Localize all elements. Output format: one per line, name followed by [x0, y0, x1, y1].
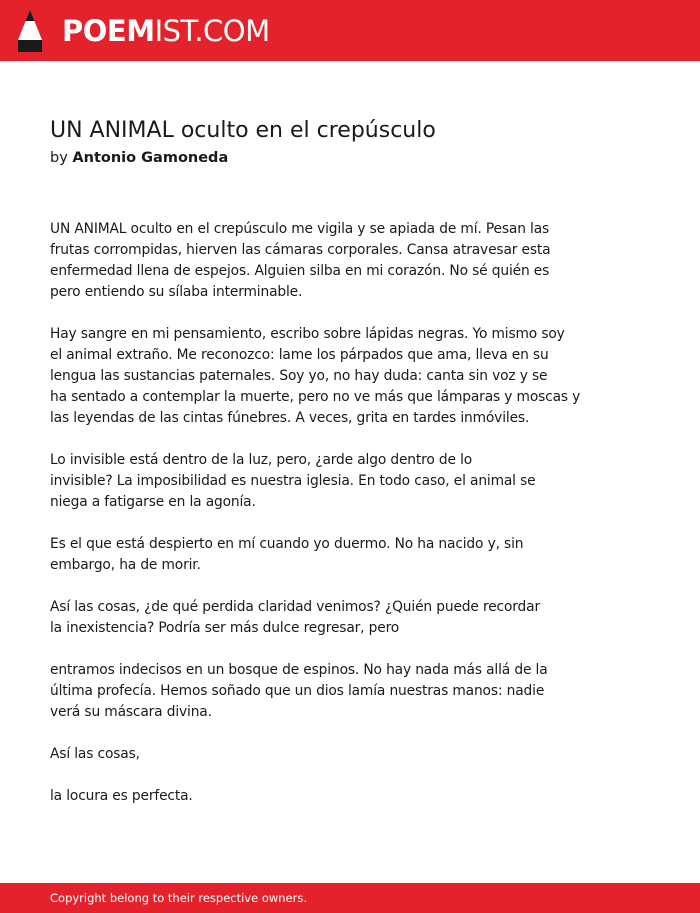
poem-line: UN ANIMAL oculto en el crepúsculo me vigila y se apiada de mí. Pesan las	[50, 221, 550, 237]
by-label: by	[50, 150, 68, 166]
poem-stanza	[50, 534, 670, 576]
poem-line: lengua las sustancias paternales. Soy yo, no hay duda: canta sin voz y se	[50, 368, 548, 384]
author-name: Antonio Gamoneda	[72, 150, 229, 166]
poem-line: niega a fatigarse en la agonía.	[50, 494, 256, 510]
poem-line: las leyendas de las cintas fúnebres. A veces, grita en tardes inmóviles.	[50, 410, 530, 426]
poem-line: Así las cosas,	[50, 746, 140, 762]
site-footer	[0, 883, 700, 913]
poem-line: pero entiendo su sílaba interminable.	[50, 284, 303, 300]
poem-stanza	[50, 786, 670, 807]
poem-line: frutas corrompidas, hierven las cámaras corporales. Cansa atravesar esta	[50, 242, 551, 258]
site-logo-link[interactable]	[62, 13, 270, 49]
poem-body	[50, 219, 670, 828]
poem-title: UN ANIMAL oculto en el crepúsculo	[50, 118, 436, 143]
poem-line: el animal extraño. Me reconozco: lame los párpados que ama, lleva en su	[50, 347, 549, 363]
poem-line: Es el que está despierto en mí cuando yo duermo. No ha nacido y, sin	[50, 536, 524, 552]
poem-byline	[50, 148, 228, 168]
poem-stanza	[50, 219, 670, 303]
poem-stanza	[50, 324, 670, 429]
poem-line: Lo invisible está dentro de la luz, pero, ¿arde algo dentro de lo	[50, 452, 473, 468]
poem-stanza	[50, 450, 670, 513]
poem-stanza	[50, 660, 670, 723]
poem-line: verá su máscara divina.	[50, 704, 212, 720]
poem-line: invisible? La imposibilidad es nuestra iglesia. En todo caso, el animal se	[50, 473, 536, 489]
poem-line: enfermedad llena de espejos. Alguien silba en mi corazón. No sé quién es	[50, 263, 550, 279]
poem-stanza	[50, 597, 670, 639]
copyright-text: Copyright belong to their respective owners.	[50, 891, 308, 905]
poem-line: entramos indecisos en un bosque de espinos. No hay nada más allá de la	[50, 662, 548, 678]
poem-line: la locura es perfecta.	[50, 788, 193, 804]
poem-line: ha sentado a contemplar la muerte, pero no ve más que lámparas y moscas y	[50, 389, 581, 405]
poem-line: última profecía. Hemos soñado que un dios lamía nuestras manos: nadie	[50, 683, 545, 699]
poem-line: la inexistencia? Podría ser más dulce regresar, pero	[50, 620, 400, 636]
site-header	[0, 0, 700, 61]
poem-line: embargo, ha de morir.	[50, 557, 201, 573]
pencil-logo-icon[interactable]	[18, 10, 42, 52]
poem-line: Hay sangre en mi pensamiento, escribo sobre lápidas negras. Yo mismo soy	[50, 326, 565, 342]
poem-line: Así las cosas, ¿de qué perdida claridad venimos? ¿Quién puede recordar	[50, 599, 540, 615]
poem-stanza	[50, 744, 670, 765]
brand-light-text: IST.COM	[154, 14, 270, 48]
brand-bold-text: POEM	[62, 14, 155, 48]
